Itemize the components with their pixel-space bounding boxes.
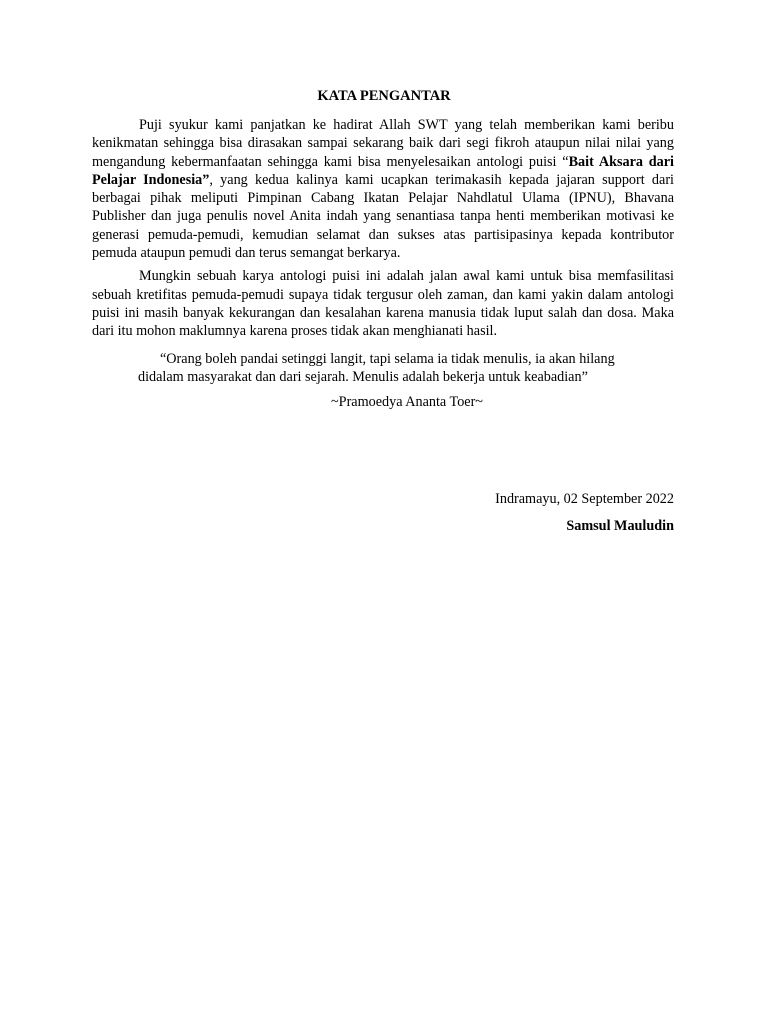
paragraph-2: Mungkin sebuah karya antologi puisi ini adalah jalan awal kami untuk bisa memfasilitasi sebuah kretifitas pemuda-pemudi supaya tidak tergusur oleh zaman, dan kami yakin dalam antologi puisi ini masih banyak kekurangan dan kesalahan karena manusia tidak luput salah dan dosa. Maka dari itu mohon maklumnya karena proses tidak akan menghianati hasil. [92,268,674,340]
quote-line-1: “Orang boleh pandai setinggi langit, tapi selama ia tidak menulis, ia akan hilang [160,350,615,367]
document-body [92,116,674,411]
page-title: KATA PENGANTAR [317,88,451,104]
anthology-title: Bait Aksara dari Pelajar Indonesia” [92,153,674,188]
signatory-name: Samsul Mauludin [566,518,674,534]
quote-line-2: didalam masyarakat dan dari sejarah. Menulis adalah bekerja untuk keabadian” [138,368,588,385]
paragraph-1 [92,116,674,262]
quote-author: ~Pramoedya Ananta Toer~ [331,394,483,411]
paragraph-1-text-a: Puji syukur kami panjatkan ke hadirat Allah SWT yang telah memberikan kami beribu kenikmatan sehingga bisa dirasakan sampai sekarang baik dari segi fikroh ataupun nilai nilai yang mengandung kebermanfaatan sehingga kami bisa menyelesaikan antologi puisi “ [92,117,674,170]
quote-block [138,350,660,387]
paragraph-1-text-b: , yang kedua kalinya kami ucapkan terimakasih kepada jajaran support dari berbagai pihak meliputi Pimpinan Cabang Ikatan Pelajar Nahdlatul Ulama (IPNU), Bhavana Publisher dan juga penulis novel Anita indah yang senantiasa tanpa henti memberikan motivasi ke generasi pemuda-pemudi, kemudian selamat dan sukses atas partisipasinya kepada kontributor pemuda ataupun pemudi dan terus semangat berkarya. [92,171,674,262]
place-date: Indramayu, 02 September 2022 [495,491,674,507]
